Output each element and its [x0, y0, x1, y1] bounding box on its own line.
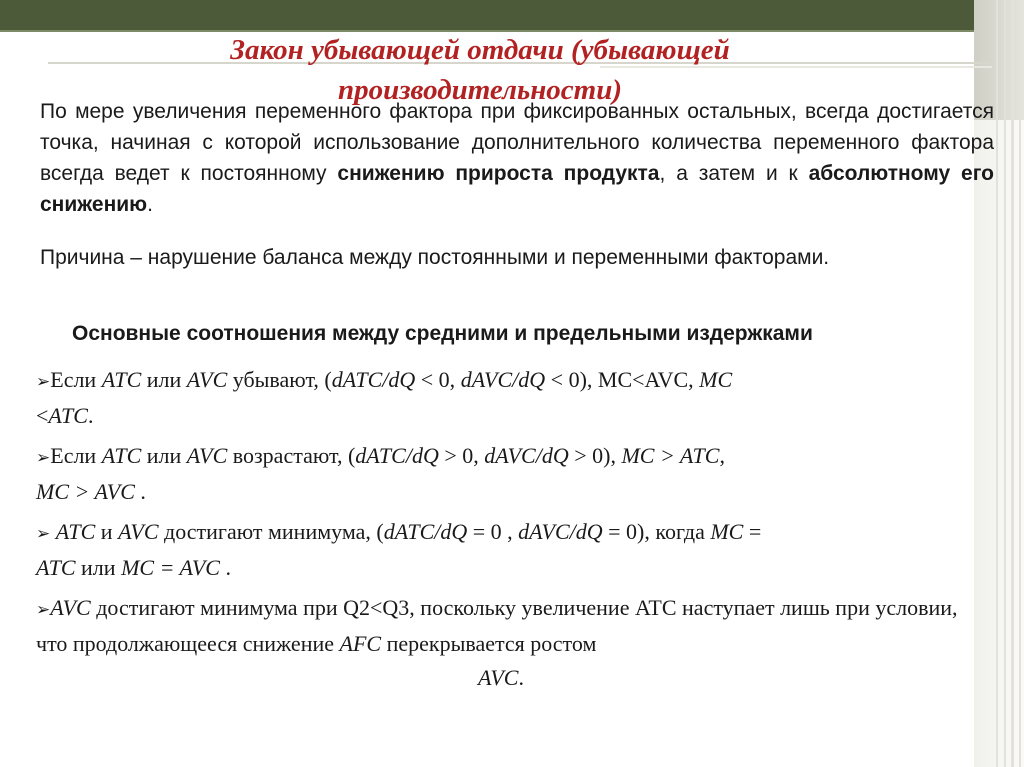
text-fragment: или: [141, 367, 187, 392]
arrow-bullet-icon: ➢: [36, 448, 51, 468]
decor-stripe: [1019, 0, 1021, 767]
bold-fragment: абсолютному его снижению: [40, 162, 994, 216]
italic-fragment: dATC/dQ: [383, 519, 468, 544]
italic-fragment: AVC: [186, 367, 228, 392]
arrow-bullet-icon: ➢: [36, 600, 51, 620]
italic-fragment: MC > AVC: [36, 479, 135, 504]
text-fragment: убывают, (: [227, 367, 332, 392]
italic-fragment: AVC: [118, 519, 159, 544]
decor-stripe: [1011, 0, 1014, 767]
text-fragment: .: [134, 479, 146, 504]
text-fragment: .: [87, 403, 94, 428]
italic-fragment: AVC: [478, 665, 519, 690]
italic-fragment: MC = AVC: [121, 555, 220, 580]
bold-fragment: снижению прироста продукта: [337, 162, 660, 185]
text-fragment: <: [36, 403, 49, 428]
text-fragment: и: [95, 519, 119, 544]
decor-stripe: [1004, 0, 1006, 767]
text-fragment: .: [219, 555, 231, 580]
italic-fragment: MC > ATC: [621, 443, 720, 468]
italic-fragment: AVC: [50, 595, 91, 620]
text-fragment: > 0,: [438, 443, 485, 468]
text-fragment: , а затем и к: [659, 162, 809, 185]
law-definition-paragraph: [40, 96, 994, 220]
list-item: [36, 591, 966, 695]
top-band: [0, 0, 1024, 30]
slide-title-line-2: производительности): [337, 74, 623, 106]
text-fragment: достигают минимума при Q2<Q3, поскольку увеличение ATC наступает лишь при условии, что продолжающееся снижение: [36, 595, 958, 656]
italic-fragment: MC: [699, 367, 733, 392]
arrow-bullet-icon: ➢: [36, 524, 51, 544]
section-subheading: Основные соотношения между средними и предельными издержками: [72, 322, 813, 345]
italic-fragment: AFC: [339, 631, 382, 656]
text-fragment: Если: [50, 443, 102, 468]
slide-title-line-1: Закон убывающей отдачи (убывающей: [230, 34, 730, 66]
italic-fragment: MC: [710, 519, 744, 544]
text-fragment: или: [75, 555, 122, 580]
text-fragment: Если: [50, 367, 102, 392]
italic-fragment: dATC/dQ: [331, 367, 416, 392]
italic-fragment: ATC: [55, 519, 96, 544]
decor-stripe: [996, 0, 998, 767]
italic-fragment: ATC: [36, 555, 76, 580]
text-fragment: =: [743, 519, 762, 544]
text-fragment: По мере увеличения переменного фактора при фиксированных остальных, всегда достигается точка, начиная с которой использование дополнительного количества переменного фактора всегда ведет к постоянному: [40, 100, 994, 185]
text-fragment: возрастают, (: [227, 443, 356, 468]
text-fragment: ,: [719, 443, 725, 468]
italic-fragment: ATC: [101, 367, 142, 392]
text-fragment: = 0), когда: [602, 519, 711, 544]
text-fragment: = 0 ,: [467, 519, 519, 544]
text-fragment: перекрывается ростом: [381, 631, 597, 656]
list-item: [36, 363, 966, 433]
text-fragment: .: [518, 665, 524, 690]
italic-fragment: dAVC/dQ: [518, 519, 603, 544]
text-fragment: достигают минимума, (: [158, 519, 384, 544]
italic-fragment: ATC: [48, 403, 88, 428]
italic-fragment: AVC: [186, 443, 228, 468]
text-fragment: < 0,: [415, 367, 461, 392]
italic-fragment: ATC: [101, 443, 142, 468]
list-item: [36, 439, 966, 509]
italic-fragment: dAVC/dQ: [484, 443, 569, 468]
reason-paragraph: Причина – нарушение баланса между постоянными и переменными факторами.: [40, 246, 830, 269]
centered-line: [36, 661, 966, 695]
italic-fragment: dATC/dQ: [355, 443, 439, 468]
text-fragment: < 0), MC<AVC,: [545, 367, 700, 392]
arrow-bullet-icon: ➢: [36, 372, 51, 392]
text-fragment: > 0),: [568, 443, 622, 468]
italic-fragment: dAVC/dQ: [460, 367, 546, 392]
relations-list: [36, 363, 966, 701]
slide-body: [40, 96, 994, 273]
text-fragment: или: [141, 443, 187, 468]
list-item: [36, 515, 966, 585]
text-fragment: .: [147, 193, 153, 216]
